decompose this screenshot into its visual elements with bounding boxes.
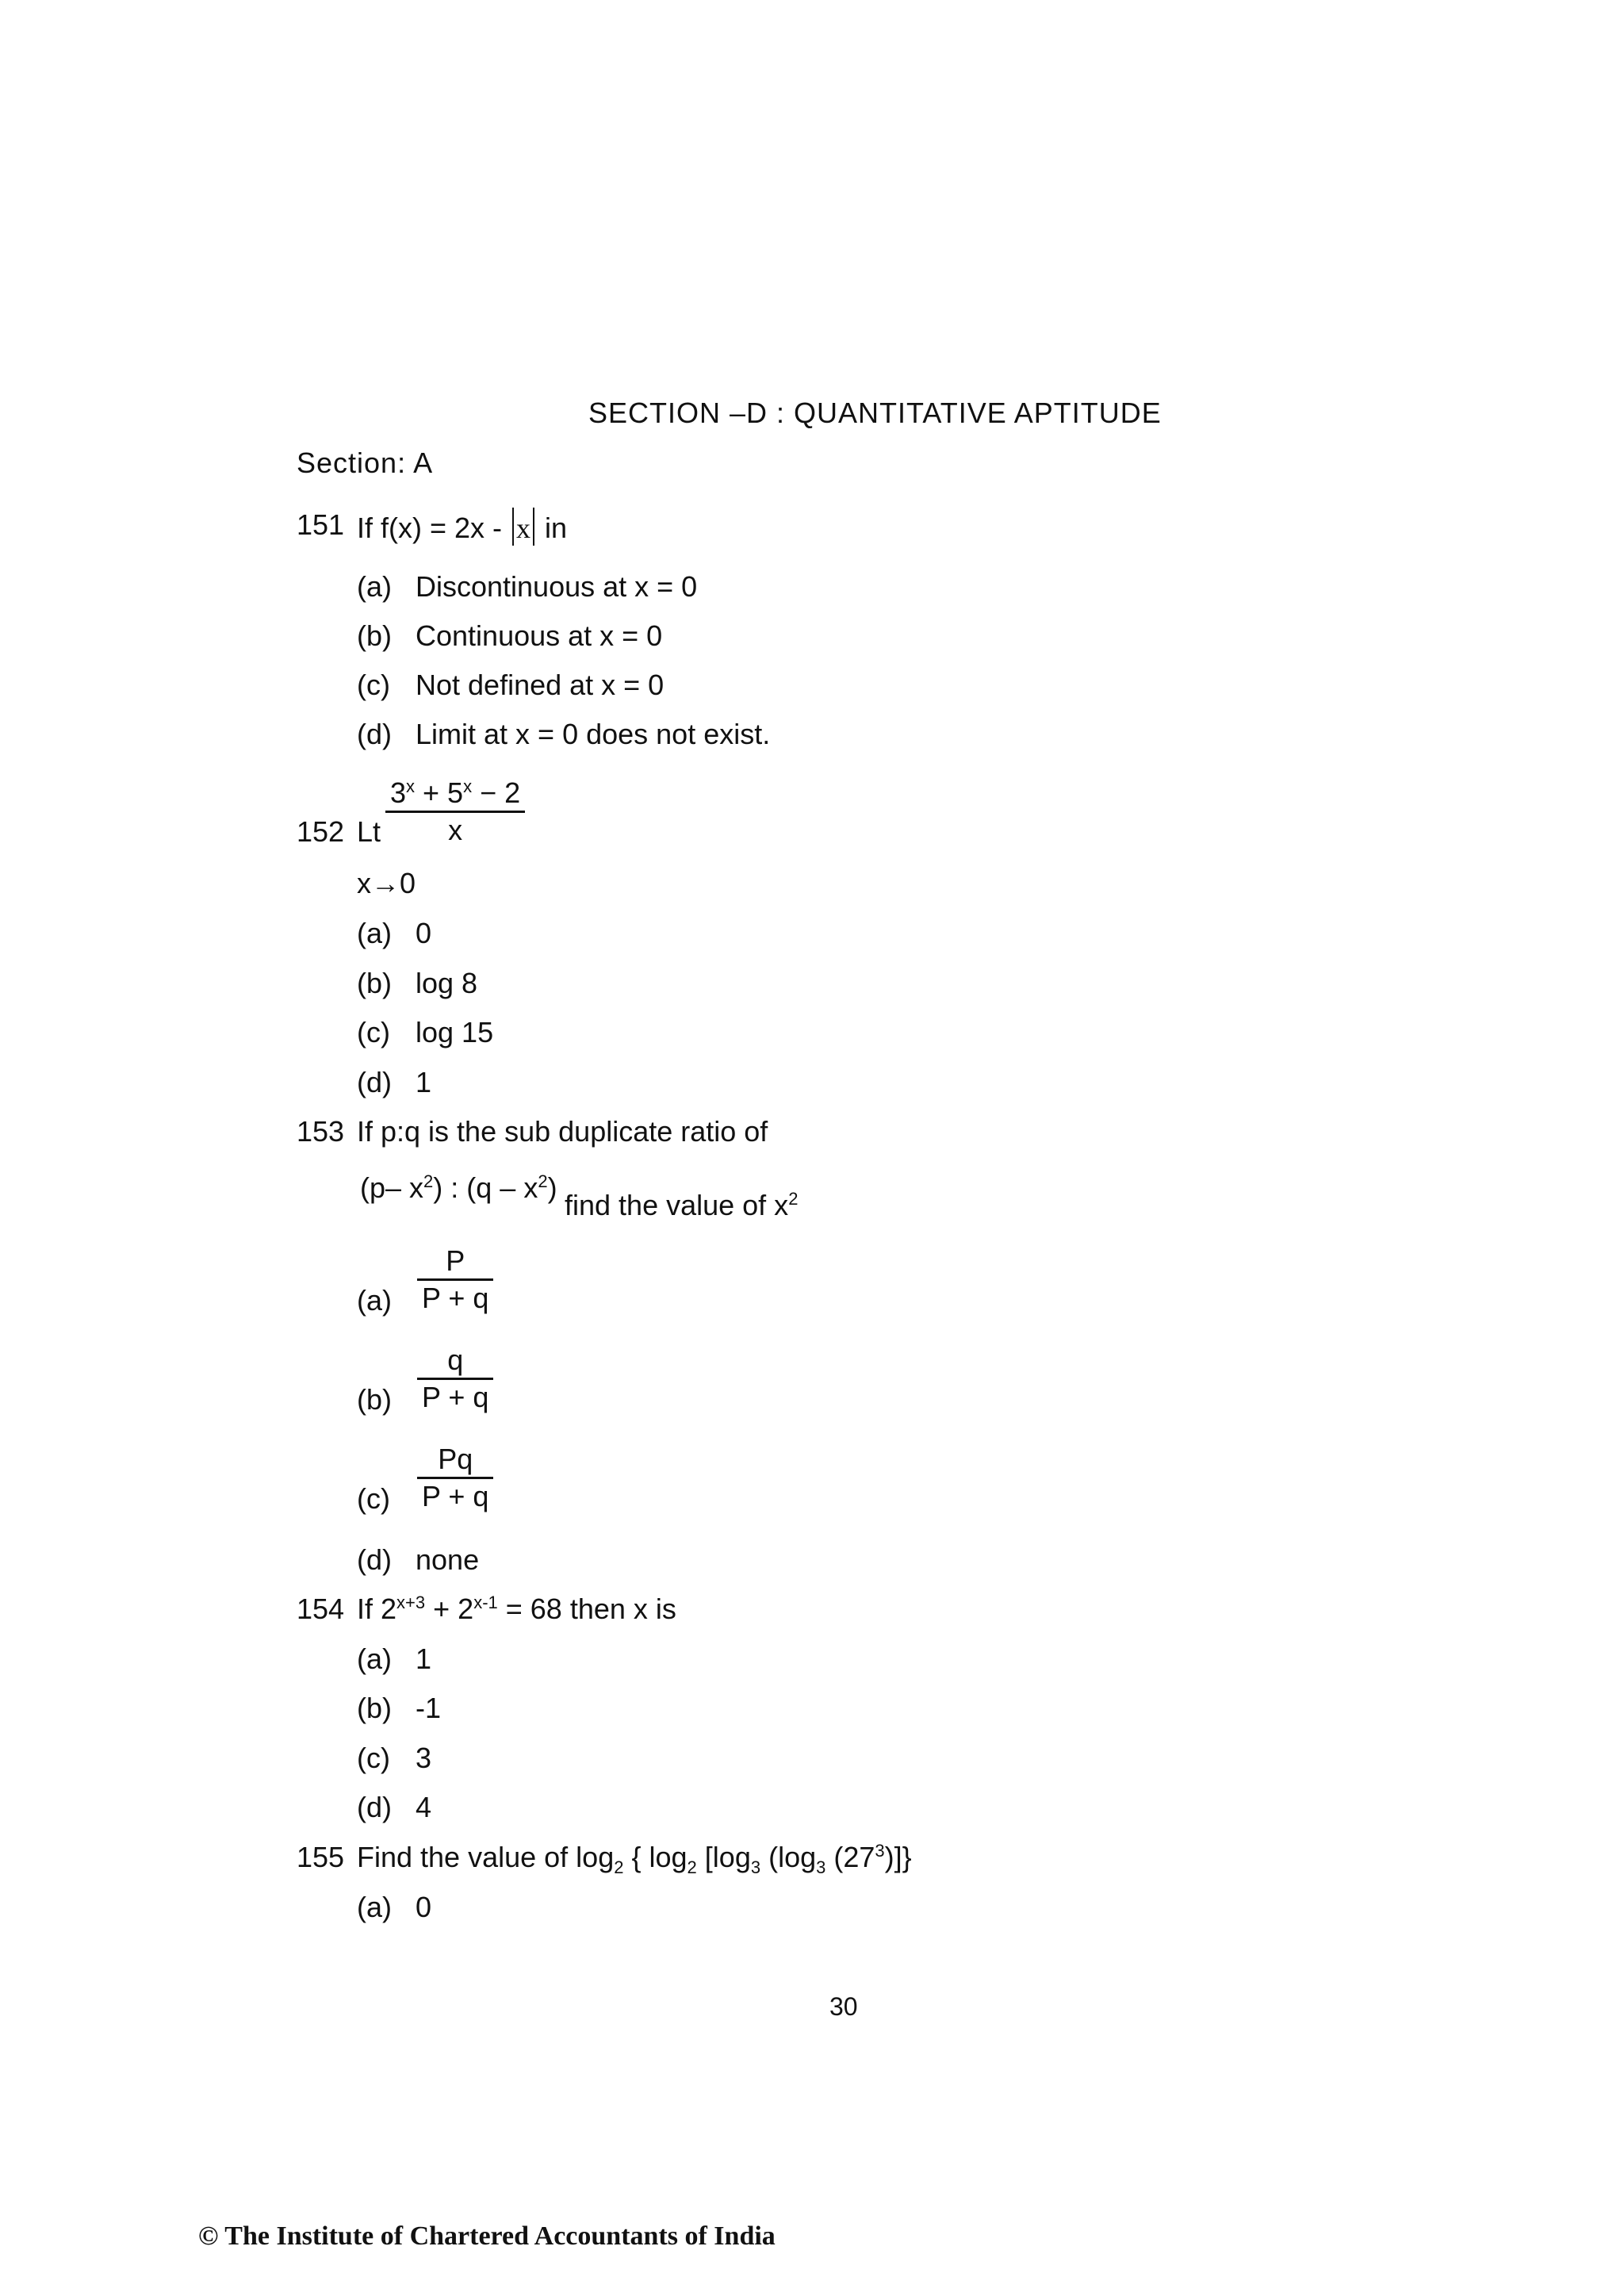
option-text: log 15 xyxy=(416,1016,494,1048)
section-title: SECTION –D : QUANTITATIVE APTITUDE xyxy=(588,397,1162,429)
question-prefix: If f(x) = 2x - xyxy=(357,512,511,544)
abs-bar-left xyxy=(512,508,514,546)
option-label: (a) xyxy=(357,1284,392,1317)
option-label: (a) xyxy=(357,1891,392,1923)
question-number: 154 xyxy=(297,1593,345,1625)
option-label: (b) xyxy=(357,1692,392,1724)
option-text: 0 xyxy=(416,1891,432,1923)
option-fraction xyxy=(417,1343,493,1415)
option-text: 1 xyxy=(416,1642,432,1675)
option-label: (c) xyxy=(357,1742,390,1774)
option-text: log 8 xyxy=(416,967,478,999)
fraction-numerator: q xyxy=(447,1343,464,1376)
option-label: (d) xyxy=(357,1066,392,1098)
option-label: (c) xyxy=(357,1016,390,1048)
fraction-numerator: P xyxy=(446,1244,465,1277)
option-label: (b) xyxy=(357,1383,392,1416)
limit-operator: Lt xyxy=(357,815,381,848)
option-label: (c) xyxy=(357,669,390,701)
page-number: 30 xyxy=(829,1992,858,2021)
option-text: Not defined at x = 0 xyxy=(416,669,665,701)
option-text: 3 xyxy=(416,1742,432,1774)
option-label: (b) xyxy=(357,619,392,652)
option-text: 1 xyxy=(416,1066,432,1098)
question-text: If $2^{x+3} + 2^{x-1} = 68$ then x is xyxy=(357,1593,676,1625)
option-text: 4 xyxy=(416,1791,432,1823)
question-number: 152 xyxy=(297,815,345,848)
question-instruction: find the value of $x^2$ xyxy=(565,1189,799,1221)
question-text xyxy=(357,508,567,546)
question-number: 151 xyxy=(297,508,345,541)
option-text: 0 xyxy=(416,917,432,949)
fraction-numerator: Pq xyxy=(438,1443,473,1475)
option-text: Continuous at x = 0 xyxy=(416,619,663,652)
fraction-denominator: P + q xyxy=(422,1282,489,1314)
copyright-footer: © The Institute of Chartered Accountants of India xyxy=(198,2221,776,2251)
abs-bar-right xyxy=(533,508,534,546)
option-fraction xyxy=(417,1442,493,1514)
option-label: (d) xyxy=(357,1791,392,1823)
question-number: 155 xyxy=(297,1841,345,1873)
limit-subscript: x→0 xyxy=(357,867,416,899)
question-text: Find the value of $\log_2$ { $\log_2 [\log_3$ ($\log_3$ $(27^3)$]} xyxy=(357,1841,912,1878)
option-label: (b) xyxy=(357,967,392,999)
option-fraction xyxy=(417,1244,493,1316)
option-label: (a) xyxy=(357,570,392,603)
question-text: If p:q is the sub duplicate ratio of xyxy=(357,1115,768,1148)
option-text: none xyxy=(416,1543,480,1576)
fraction-denominator: x xyxy=(448,814,463,846)
option-label: (d) xyxy=(357,718,392,750)
option-label: (d) xyxy=(357,1543,392,1576)
fraction-denominator: P + q xyxy=(422,1381,489,1413)
option-text: Discontinuous at x = 0 xyxy=(416,570,698,603)
option-label: (a) xyxy=(357,1642,392,1675)
limit-fraction xyxy=(385,776,525,848)
option-text: Limit at x = 0 does not exist. xyxy=(416,718,771,750)
abs-variable: x xyxy=(516,512,531,544)
fraction-numerator: $3^x + 5^x - 2$ xyxy=(390,776,521,809)
subsection-title: Section: A xyxy=(297,447,434,479)
ratio-expression: (p– $x^2$) : $(q - x^2)$ xyxy=(360,1171,557,1204)
fraction-denominator: P + q xyxy=(422,1480,489,1512)
question-suffix: in xyxy=(545,512,568,544)
question-number: 153 xyxy=(297,1115,345,1148)
option-text: -1 xyxy=(416,1692,442,1724)
option-label: (c) xyxy=(357,1482,390,1515)
option-label: (a) xyxy=(357,917,392,949)
